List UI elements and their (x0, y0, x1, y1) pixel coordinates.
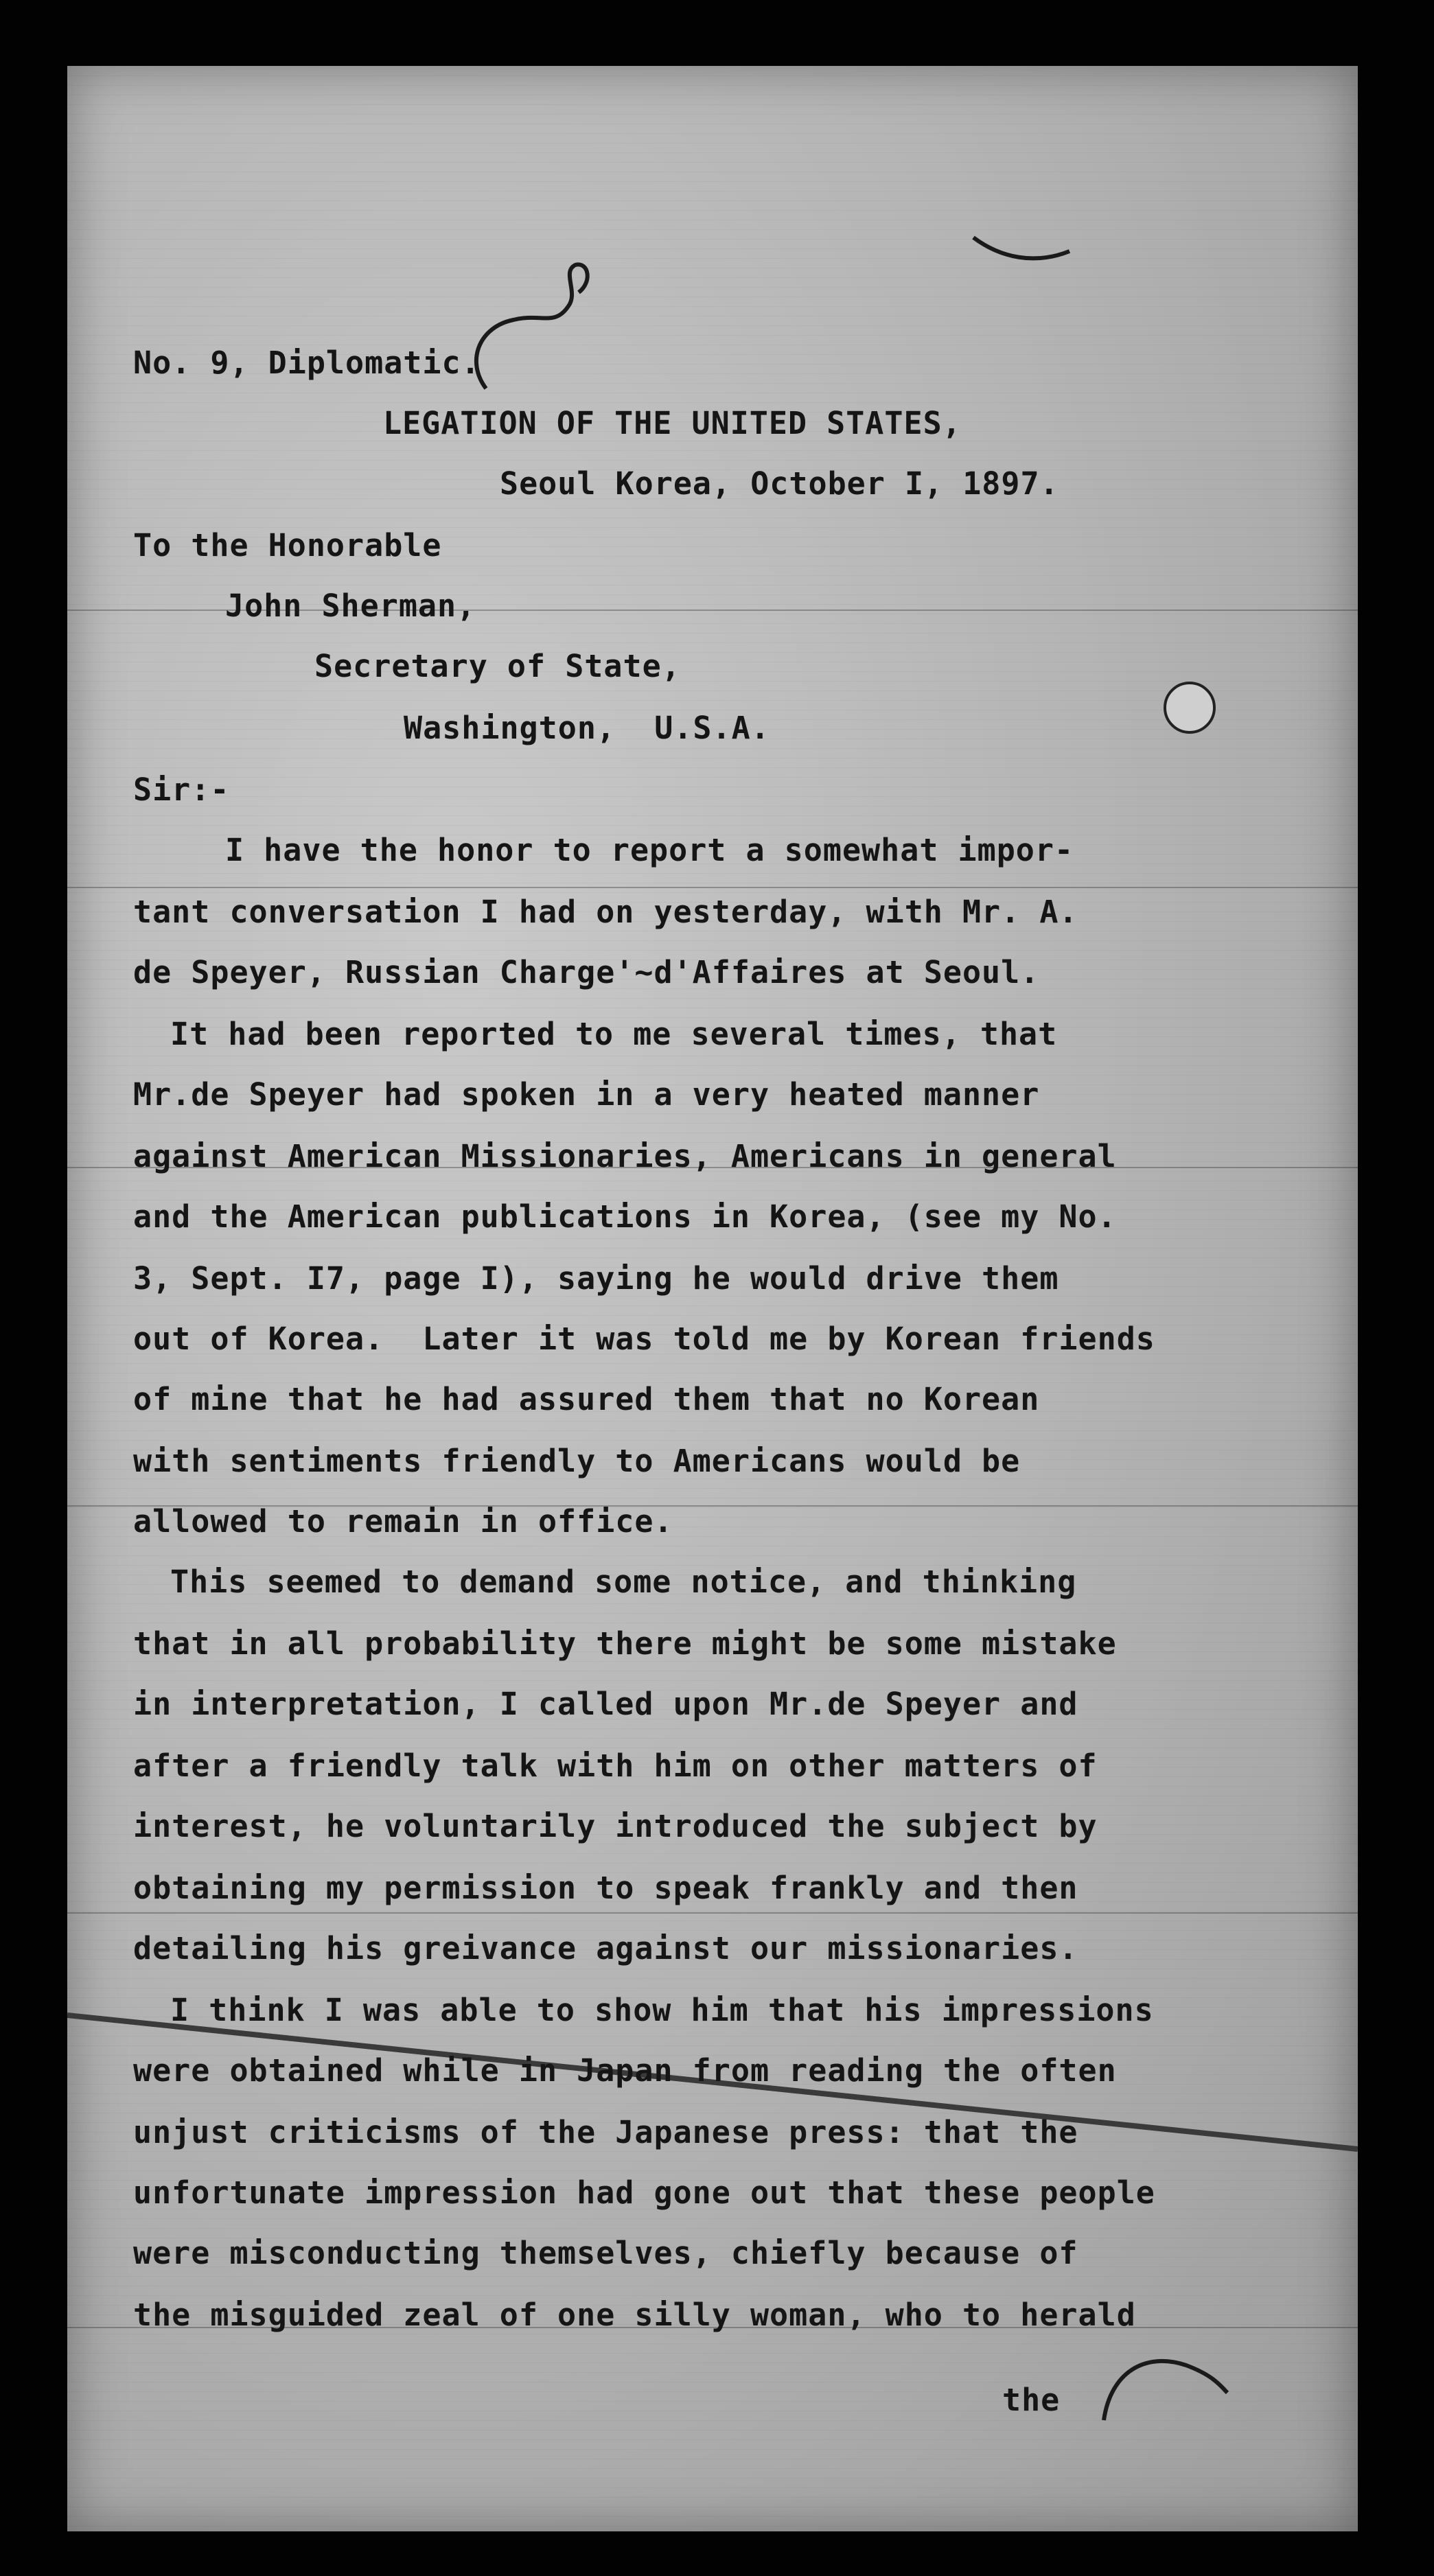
legation-heading: LEGATION OF THE UNITED STATES, (383, 405, 962, 441)
addressee-line: To the Honorable (133, 527, 442, 564)
body-line: detailing his greivance against our missionaries. (133, 1930, 1078, 1966)
paper-rule-line (67, 1912, 1358, 1914)
body-line: of mine that he had assured them that no Korean (133, 1381, 1040, 1417)
letter-page (67, 66, 1358, 2531)
body-line: and the American publications in Korea, (see my No. (133, 1198, 1117, 1235)
salutation: Sir:- (133, 771, 230, 808)
body-line: with sentiments friendly to Americans would be (133, 1443, 1021, 1479)
body-line: were obtained while in Japan from reading the often (133, 2052, 1117, 2089)
paper-rule-line (67, 887, 1358, 888)
body-line: in interpretation, I called upon Mr.de Speyer and (133, 1686, 1078, 1722)
body-line: unfortunate impression had gone out that these people (133, 2174, 1155, 2211)
body-line: after a friendly talk with him on other matters of (133, 1748, 1098, 1784)
body-line: unjust criticisms of the Japanese press: that the (133, 2114, 1078, 2150)
body-line: This seemed to demand some notice, and thinking (170, 1564, 1077, 1600)
body-line: interest, he voluntarily introduced the subject by (133, 1808, 1098, 1844)
dispatch-number: No. 9, Diplomatic. (133, 345, 481, 381)
body-line: the misguided zeal of one silly woman, who to herald (133, 2297, 1136, 2333)
addressee-location: Washington, U.S.A. (404, 710, 770, 746)
body-line: obtaining my permission to speak frankly and then (133, 1870, 1078, 1906)
body-line: I think I was able to show him that his impressions (170, 1992, 1154, 2028)
body-line: Mr.de Speyer had spoken in a very heated manner (133, 1076, 1040, 1113)
body-line: that in all probability there might be some mistake (133, 1625, 1117, 1662)
body-line: I have the honor to report a somewhat impor- (225, 832, 1074, 868)
body-line: tant conversation I had on yesterday, with Mr. A. (133, 894, 1078, 930)
punch-hole-circle (1152, 670, 1227, 745)
addressee-name: John Sherman, (225, 588, 476, 624)
body-line: de Speyer, Russian Charge'~d'Affaires at Seoul. (133, 954, 1040, 990)
addressee-title: Secretary of State, (314, 648, 681, 684)
place-and-date: Seoul Korea, October I, 1897. (500, 465, 1059, 502)
body-line: It had been reported to me several times, that (170, 1016, 1058, 1052)
catchword: the (1002, 2382, 1061, 2418)
body-line: were misconducting themselves, chiefly because of (133, 2235, 1078, 2271)
body-line: 3, Sept. I7, page I), saying he would drive them (133, 1260, 1059, 1297)
body-line: out of Korea. Later it was told me by Korean friends (133, 1321, 1155, 1357)
handwritten-tick-mark (967, 224, 1076, 279)
body-line: against American Missionaries, Americans in general (133, 1138, 1117, 1174)
body-line: allowed to remain in office. (133, 1503, 673, 1540)
